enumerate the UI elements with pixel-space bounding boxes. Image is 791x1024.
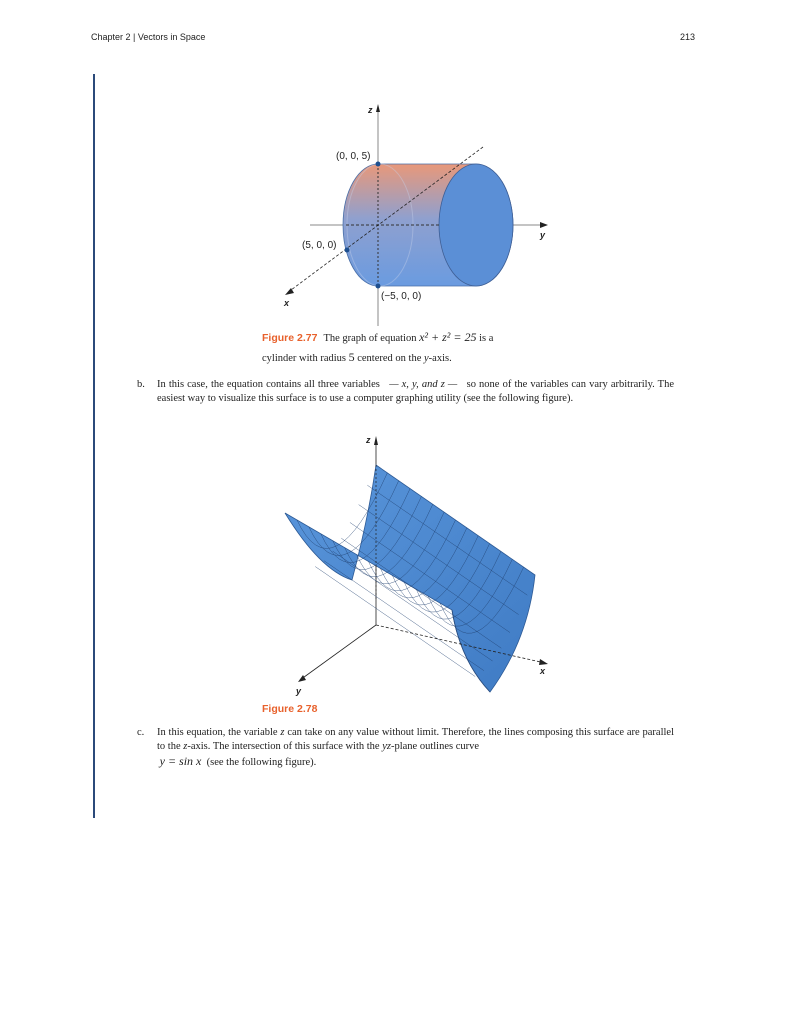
page-number: 213 <box>680 32 696 42</box>
x-axis-label: x <box>284 298 290 308</box>
caption-text: The graph of equation <box>323 333 417 344</box>
x-axis-arrow <box>539 659 548 665</box>
z-axis-label: z <box>368 105 373 115</box>
axis-name: y <box>424 353 429 364</box>
y-axis-arrow <box>540 222 548 228</box>
chapter-header: Chapter 2 | Vectors in Space <box>91 32 206 42</box>
figure-2-78-caption <box>262 700 323 719</box>
z-axis-label: z <box>366 435 371 445</box>
equation: x² + z² = 25 <box>419 330 477 344</box>
figure-label: Figure 2.77 <box>262 332 318 344</box>
point-label: (5, 0, 0) <box>302 240 337 251</box>
plane-name: yz <box>382 741 391 752</box>
paragraph-text: can take on any value without limit. Therefore, the lines composing this surface are parallel to the <box>157 727 675 752</box>
figure-label: Figure 2.78 <box>262 703 318 715</box>
point-5-0-0 <box>345 248 350 253</box>
surface <box>285 465 535 692</box>
variable: z <box>280 727 285 738</box>
caption-text: cylinder with radius <box>262 353 346 364</box>
point-0-0-5 <box>376 162 381 167</box>
figure-2-77-caption <box>262 328 562 368</box>
y-axis <box>300 625 376 680</box>
radius-value: 5 <box>348 350 355 364</box>
paragraph-text: -plane outlines curve <box>390 741 480 752</box>
point-neg5-0-0 <box>376 284 381 289</box>
paragraph-text: (see the following figure). <box>206 757 317 768</box>
part-c-paragraph <box>137 726 674 770</box>
paragraph-text: -axis. The intersection of this surface with the <box>187 741 380 752</box>
caption-text: -axis. <box>428 353 452 364</box>
parabolic-trough-figure <box>285 435 548 696</box>
paragraph-text: so none of the variables can vary arbitrarily. The easiest way to visualize this surface is to use a computer graphing utility (see the following figure). <box>157 379 675 404</box>
paragraph-text: In this case, the equation contains all three variables <box>157 379 380 390</box>
part-b-paragraph <box>137 378 674 406</box>
point-label: (0, 0, 5) <box>336 151 371 162</box>
cylinder-figure <box>283 104 548 326</box>
paragraph-text: In this equation, the variable <box>157 727 278 738</box>
list-marker: b. <box>137 379 145 390</box>
y-axis-label: y <box>296 686 302 696</box>
equation: y = sin x <box>159 754 202 768</box>
y-axis-label: y <box>540 230 546 240</box>
variables: — x, y, and z — <box>389 379 458 390</box>
cylinder-end-cap <box>439 164 513 286</box>
point-label: (−5, 0, 0) <box>381 291 422 302</box>
x-axis-label: x <box>540 666 546 676</box>
caption-text: is a <box>479 333 494 344</box>
z-axis-arrow <box>376 104 380 112</box>
z-axis-arrow <box>374 436 378 445</box>
caption-text: centered on the <box>357 353 422 364</box>
variable: z <box>183 741 188 752</box>
list-marker: c. <box>137 727 145 738</box>
